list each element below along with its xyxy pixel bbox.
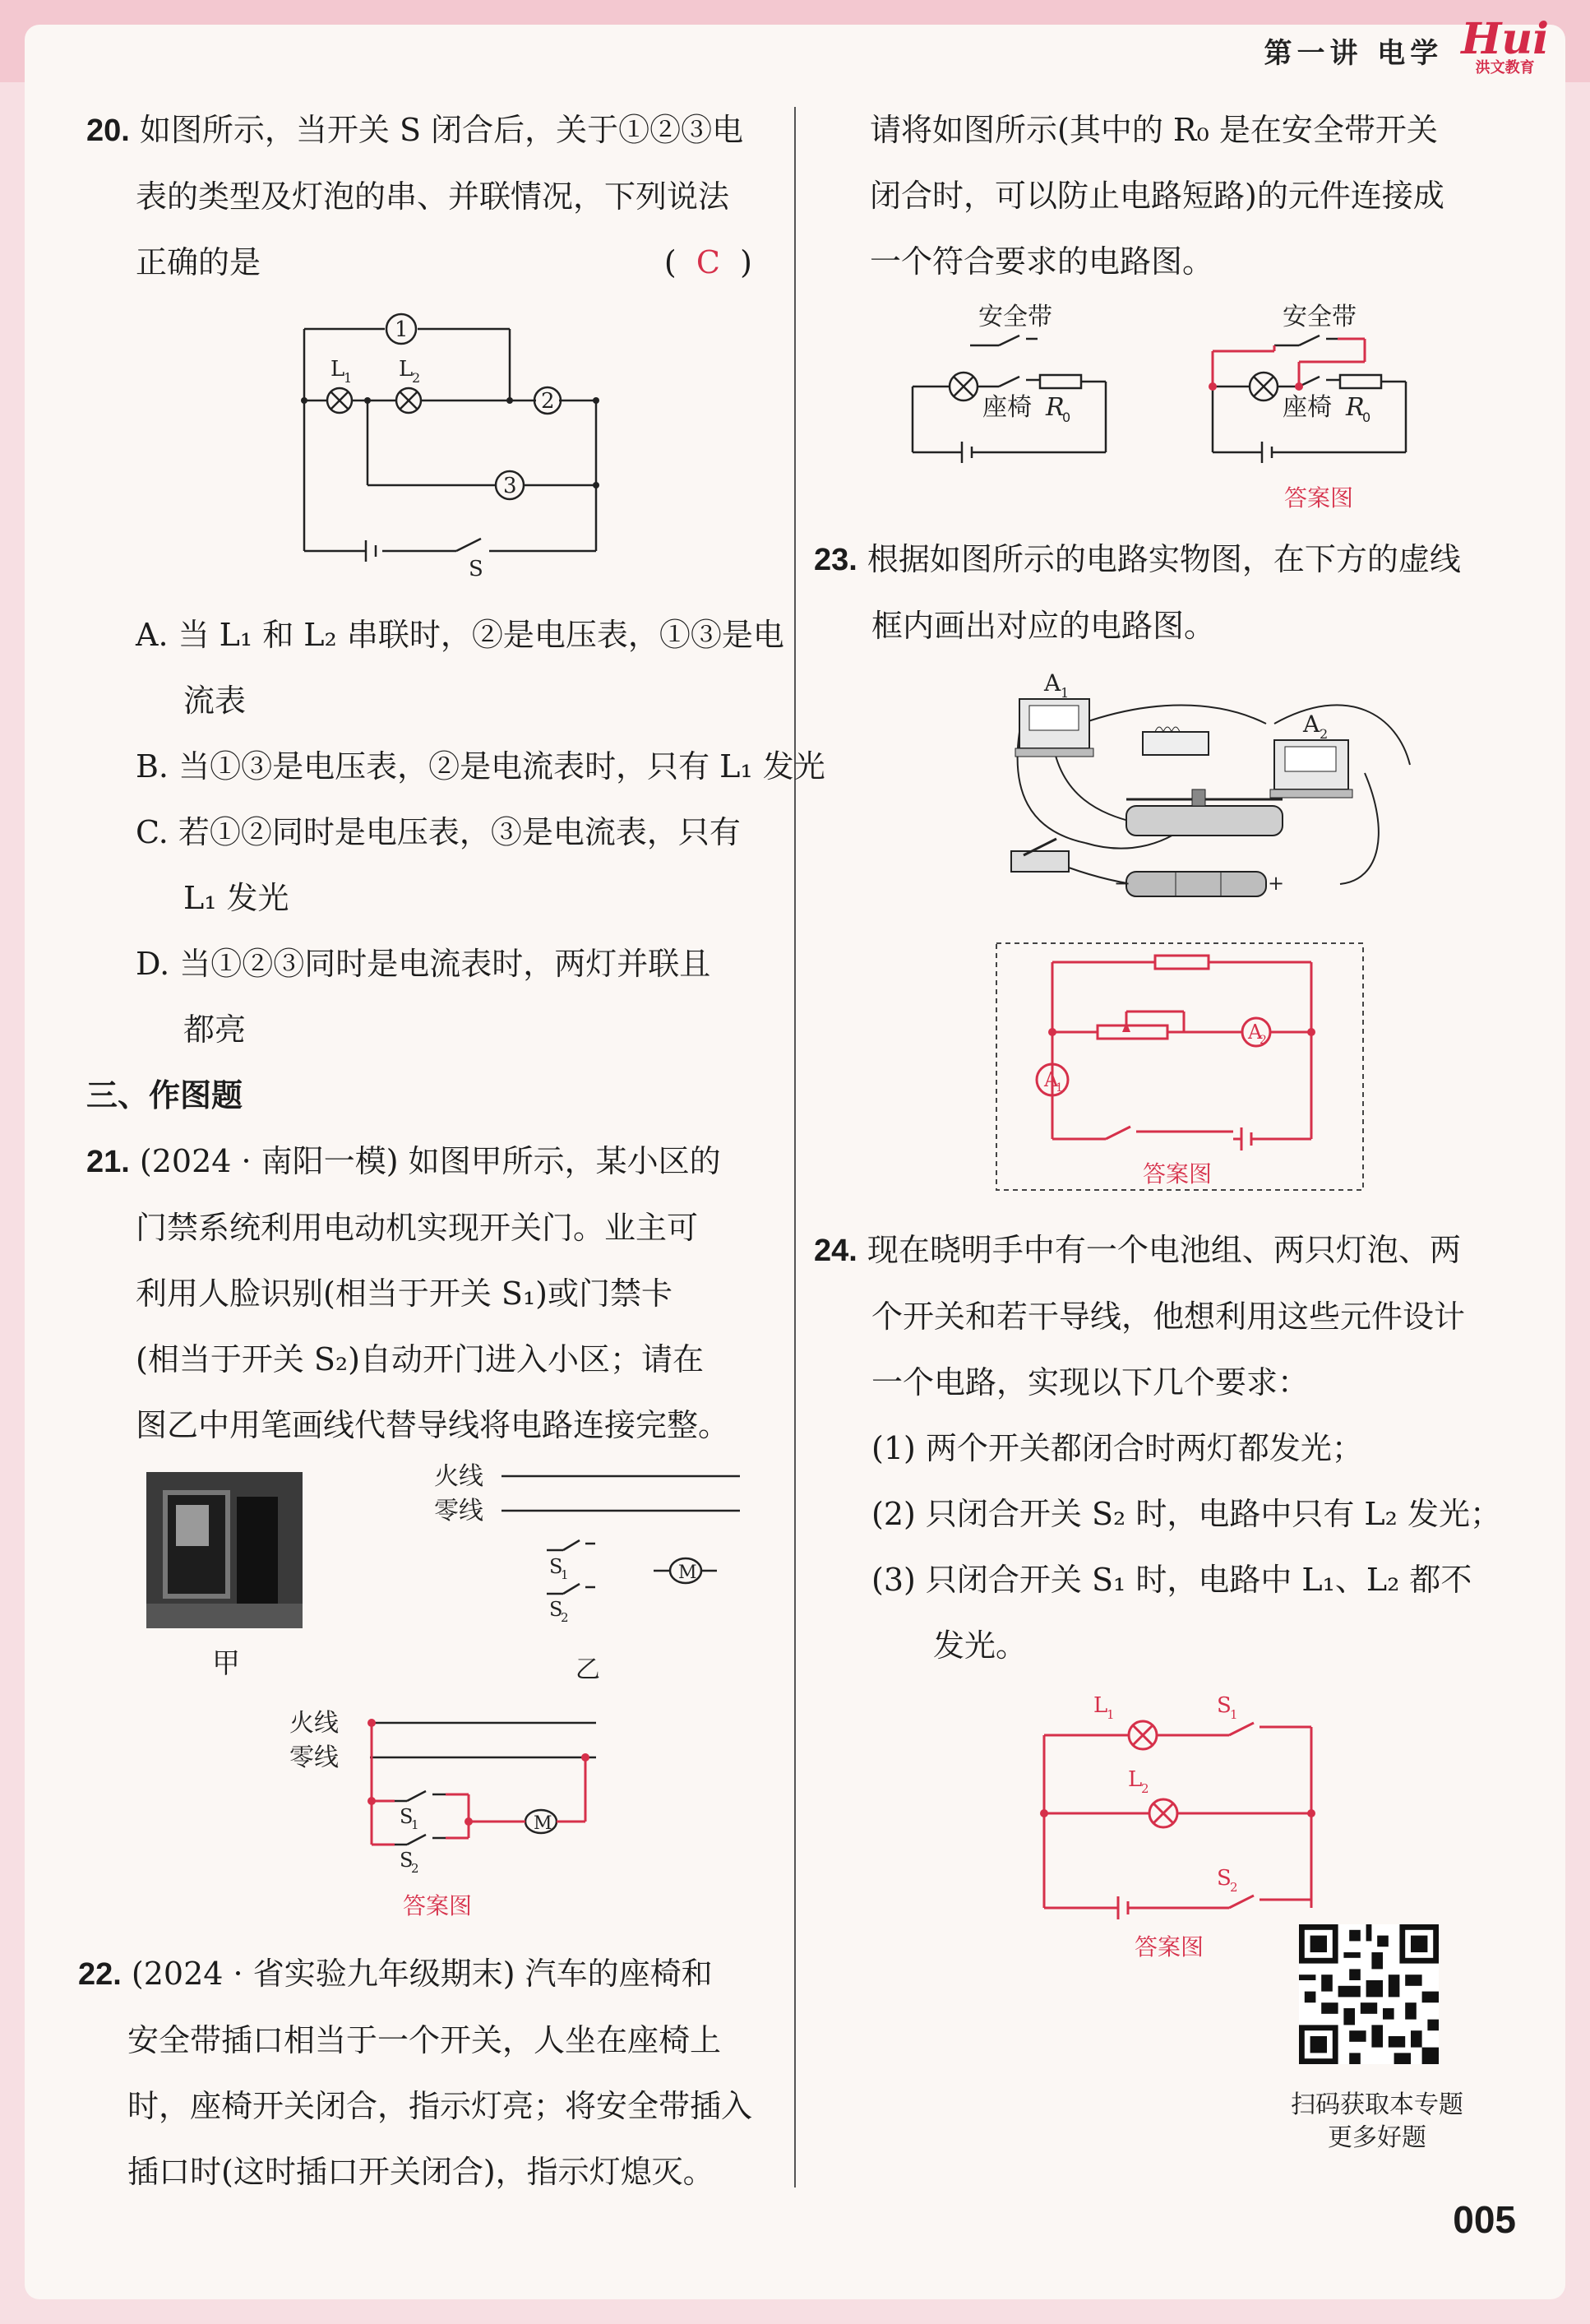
q21-line1: (2024 · 南阳一模) 如图甲所示，某小区的 [139,1143,721,1179]
ammeter-a1-device [1015,699,1093,757]
section-3-title: 三、作图题 [86,1077,243,1113]
live-wire-label: 火线 [434,1462,483,1491]
s1-label: S [549,1555,563,1578]
q20-line3: 正确的是 ( C ) [86,229,760,295]
q22-number: 22. [78,1957,122,1992]
q24-req2: (2) 只闭合开关 S₂ 时，电路中只有 L₂ 发光； [871,1496,1501,1532]
svg-text:1: 1 [1230,1707,1238,1722]
svg-text:2: 2 [561,1610,569,1625]
battery-device [1126,872,1266,896]
q21-line5: 图乙中用笔画线代替导线将电路连接完整。 [136,1407,730,1443]
s2-label: S [549,1598,563,1621]
q20 [86,97,760,295]
svg-text:L: L [1128,1767,1143,1792]
q20-option-d: D. 当①②③同时是电流表时，两灯并联且 [136,946,711,982]
q20-answer: C [696,244,720,280]
q22-cont-line3: 一个符合要求的电路图。 [870,243,1214,280]
label-yi: 乙 [575,1655,600,1684]
svg-text:0: 0 [1062,410,1071,425]
meter-2-label: 2 [541,389,555,414]
page-number: 005 [1453,2198,1516,2241]
q24-req3: (3) 只闭合开关 S₁ 时，电路中 L₁、L₂ 都不 [871,1562,1472,1598]
answer-live-label: 火线 [289,1709,339,1738]
switch-device [1011,839,1069,872]
svg-text:1: 1 [1061,685,1070,701]
l2-label: L [399,357,414,382]
q20-option-a-cont: 流表 [183,683,247,719]
left-column [86,97,760,295]
svg-text:R: R [1346,393,1365,422]
q22-line1: (2024 · 省实验九年级期末) 汽车的座椅和 [131,1956,713,1992]
svg-text:2: 2 [1141,1781,1149,1796]
q23-number: 23. [814,543,857,577]
switch-s-label: S [469,557,483,581]
meter-3-label: 3 [503,474,517,498]
q24-number: 24. [814,1234,857,1268]
answer-neutral-label: 零线 [289,1743,339,1772]
q20-line2: 表的类型及灯泡的串、并联情况，下列说法 [136,178,730,215]
svg-text:S: S [1217,1693,1232,1718]
q21-figure [428,1460,756,1690]
q23-line2: 框内画出对应的电路图。 [871,608,1216,644]
q22-line4: 插口时(这时插口开关闭合)，指示灯熄灭。 [127,2154,714,2190]
q24-line1: 现在晓明手中有一个电池组、两只灯泡、两 [867,1232,1461,1268]
q21-number: 21. [86,1145,130,1179]
svg-text:S: S [400,1805,414,1828]
q20-answer-bracket: ( C ) [663,244,752,280]
q20-option-b: B. 当①③是电压表，②是电流表时，只有 L₁ 发光 [136,748,825,785]
q22 [78,1941,785,2205]
q22-continued [870,97,1560,294]
header [1264,14,1549,77]
q24 [814,1217,1554,1678]
header-title: 第一讲 电学 [1264,36,1444,70]
q20-option-c-cont: L₁ 发光 [183,880,289,916]
ammeter-a2-device [1270,740,1352,798]
q22-belt-label-left: 安全带 [978,303,1052,331]
svg-text:A: A [1044,669,1061,697]
q20-option-a: A. 当 L₁ 和 L₂ 串联时，②是电压表，①③是电 [136,617,784,653]
svg-text:1: 1 [1107,1707,1115,1722]
svg-text:A: A [1044,1068,1059,1091]
neutral-wire-label: 零线 [434,1497,483,1525]
q22-belt-label-right: 安全带 [1283,303,1357,331]
q24-line2: 个开关和若干导线，他想利用这些元件设计 [871,1299,1466,1335]
q24-req1: (1) 两个开关都闭合时两灯都发光； [871,1430,1363,1466]
svg-text:M: M [678,1562,697,1583]
svg-text:S: S [1217,1866,1232,1891]
svg-text:M: M [534,1813,552,1834]
qr-code[interactable] [1299,1924,1439,2064]
q23-physical-circuit [1003,666,1431,913]
svg-text:L: L [1093,1693,1108,1718]
q20-circuit [280,308,608,588]
l1-label: L [330,357,345,382]
brand-logo: Hui 洪文教育 [1461,14,1549,76]
q22-answer-caption: 答案图 [1284,484,1354,512]
q24-line3: 一个电路，实现以下几个要求： [871,1364,1310,1400]
q20-option-d-cont: 都亮 [183,1012,247,1048]
svg-text:1: 1 [561,1567,569,1582]
q23 [814,526,1554,659]
svg-text:2: 2 [411,1861,419,1876]
q21-line3: 利用人脸识别(相当于开关 S₁)或门禁卡 [136,1275,673,1312]
svg-text:A: A [1303,711,1320,738]
svg-text:0: 0 [1362,410,1371,425]
q24-req3-cont: 发光。 [933,1627,1028,1664]
q20-option-c: C. 若①②同时是电压表，③是电流表，只有 [136,814,741,850]
svg-text:S: S [400,1849,414,1872]
q20-options [86,602,825,1458]
svg-text:2: 2 [1260,1034,1267,1047]
q21-line4: (相当于开关 S₂)自动开门进入小区；请在 [136,1341,704,1377]
q20-line1: 如图所示，当开关 S 闭合后，关于①②③电 [139,112,744,148]
q22-cont-line2: 闭合时，可以防止电路短路)的元件连接成 [870,178,1444,214]
svg-text:1: 1 [344,370,353,386]
qr-caption: 扫码获取本专题 更多好题 [1291,2090,1463,2152]
q21-answer-caption: 答案图 [403,1892,473,1919]
q21-answer-figure [280,1706,625,1928]
svg-text:2: 2 [412,370,421,386]
svg-text:2: 2 [1320,726,1329,742]
q24-answer-caption: 答案图 [1135,1933,1204,1961]
column-divider [794,107,796,2187]
svg-text:A: A [1248,1021,1263,1044]
gate-photo [146,1472,303,1628]
q24-answer-figure [1028,1678,1340,1965]
resistor-device [1143,727,1209,755]
q23-line1: 根据如图所示的电路实物图，在下方的虚线 [867,541,1461,577]
svg-text:2: 2 [1230,1880,1238,1895]
rheostat-device [1126,789,1283,836]
q23-answer-caption: 答案图 [1143,1160,1213,1187]
svg-text:R: R [1046,393,1065,422]
q22-line3: 时，座椅开关闭合，指示灯亮；将安全带插入 [127,2088,753,2124]
svg-text:−: − [1114,872,1131,895]
svg-text:1: 1 [1056,1081,1063,1095]
q22-line2: 安全带插口相当于一个开关，人坐在座椅上 [127,2022,722,2058]
q23-answer-figure [995,942,1365,1192]
q22-cont-line1: 请将如图所示(其中的 R₀ 是在安全带开关 [870,112,1438,148]
label-jia: 甲 [212,1647,240,1680]
svg-text:1: 1 [411,1817,419,1832]
q22-figures [904,300,1480,522]
q21-line2: 门禁系统利用电动机实现开关门。业主可 [136,1210,699,1246]
q22-seat-label-right: 座椅 [1283,393,1332,422]
svg-text:+: + [1268,872,1285,895]
q20-number: 20. [86,113,130,148]
meter-1-label: 1 [395,317,409,342]
q22-seat-label-left: 座椅 [982,393,1032,422]
